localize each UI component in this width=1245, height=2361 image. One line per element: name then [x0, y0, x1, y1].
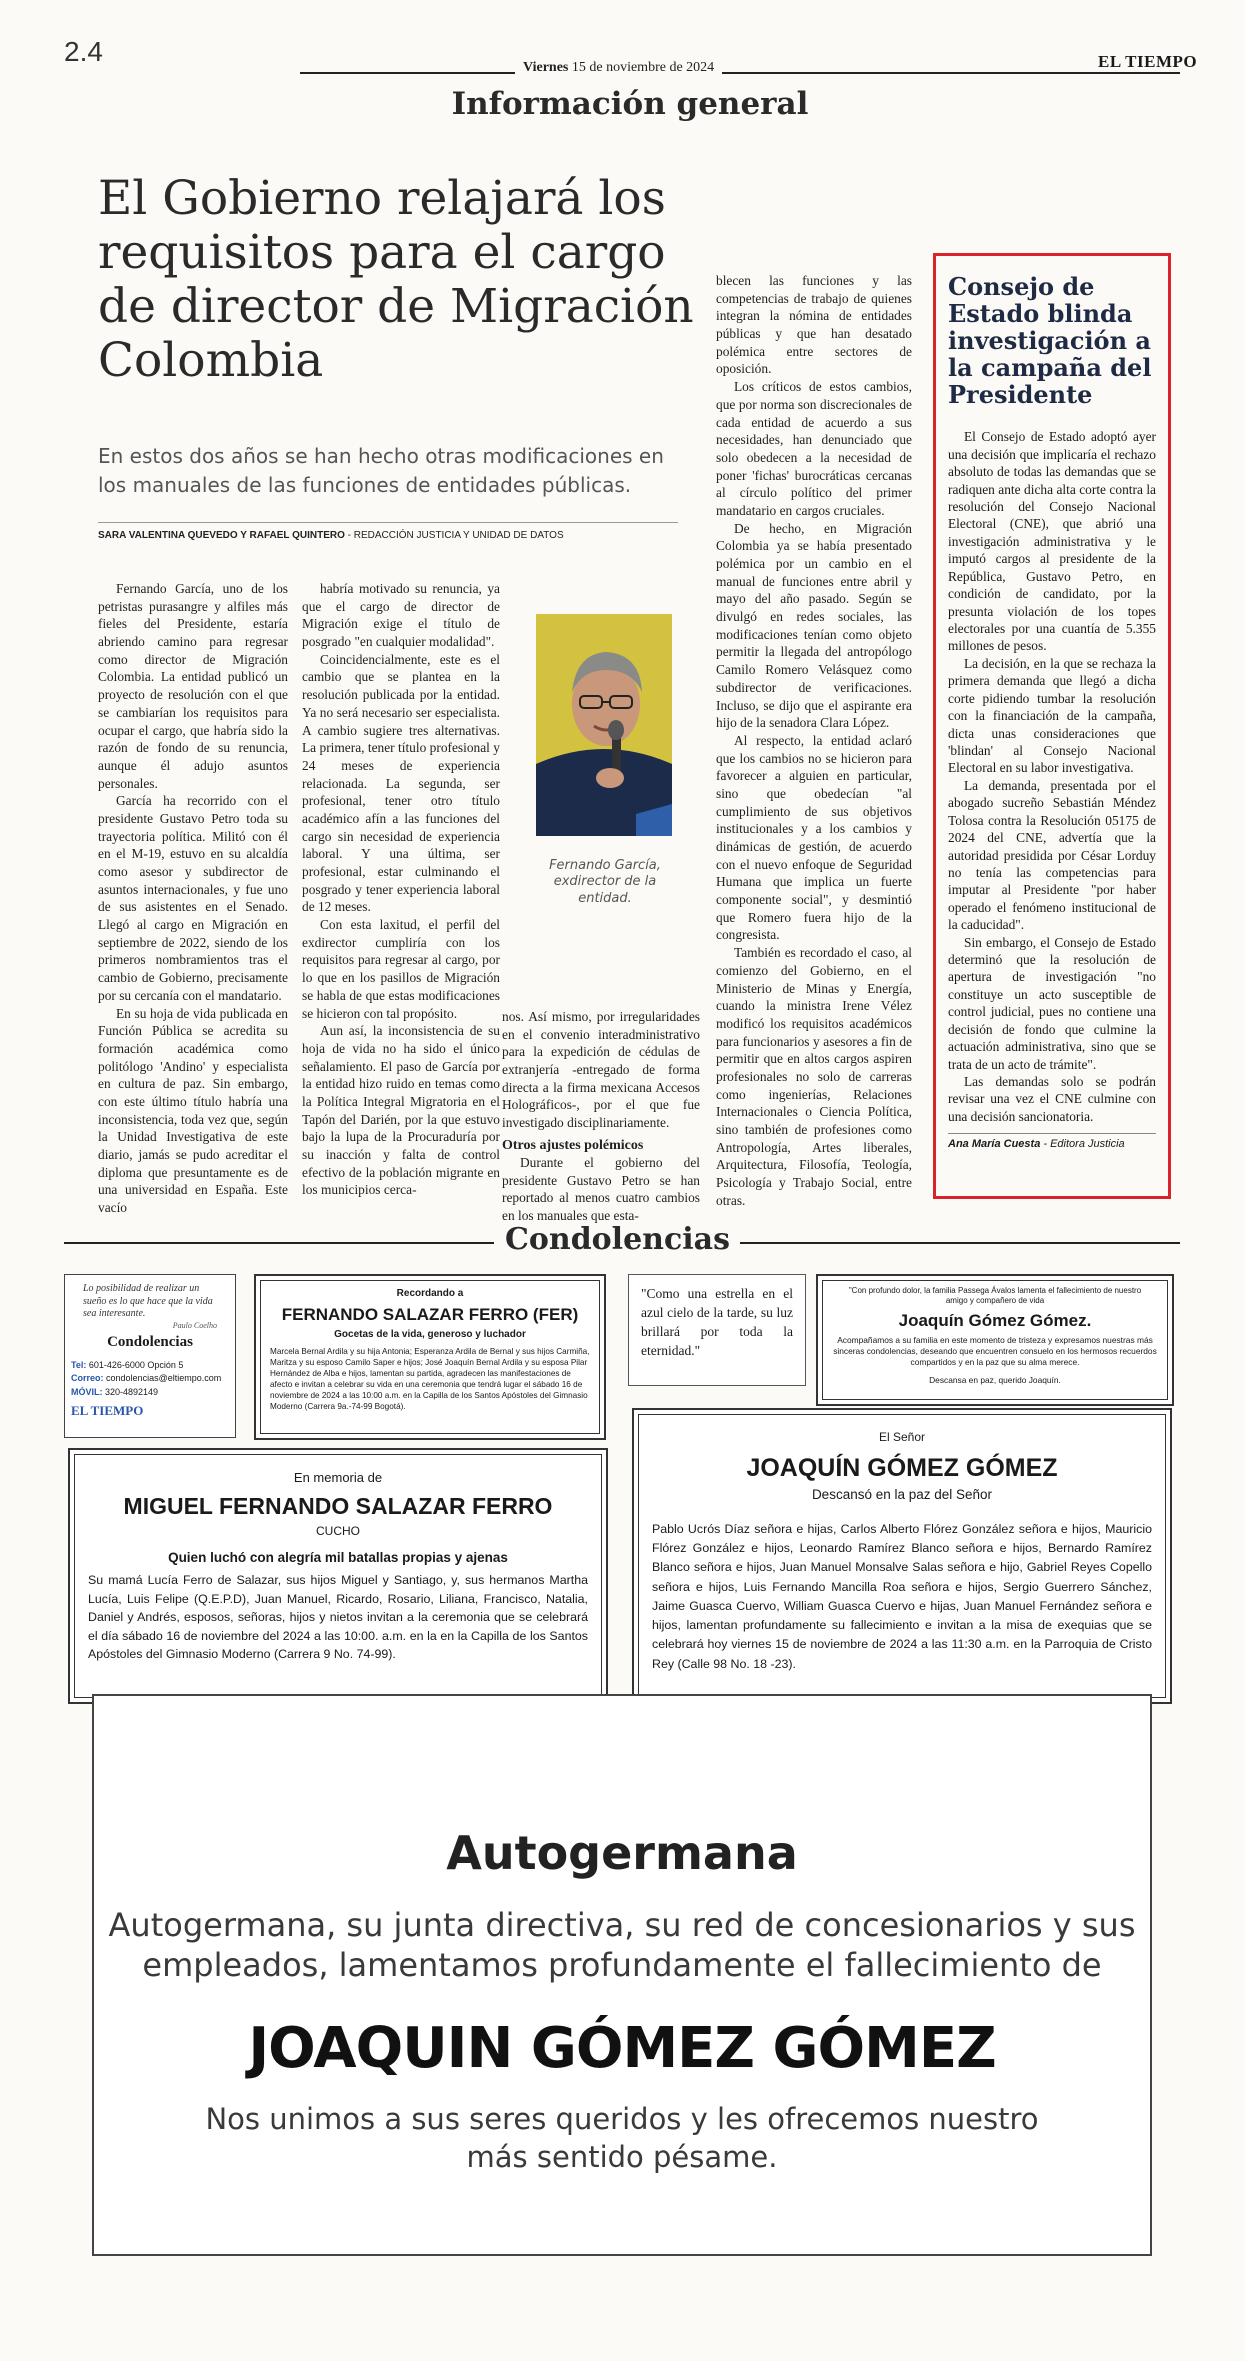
paragraph: De hecho, en Migración Colombia ya se había presentado polémica por un cambio en el manual de funciones entre abril y mayo del año pasado. Según se divulgó en redes sociales, las modificaciones tenían como objeto permitir la llegada del antropólogo Camilo Romero Velásquez como subdirector de verificaciones. Incluso, se dijo que el aspirante era hijo de la senadora Clara López. — [716, 520, 912, 731]
promo-title: Condolencias — [107, 1333, 193, 1350]
ad-line-2: empleados, lamentamos profundamente el fallecimiento de — [142, 1946, 1102, 1984]
sidebar-signature — [948, 1133, 1156, 1150]
subhead: Otros ajustes polémicos — [502, 1137, 644, 1153]
joaquin-small-body: Acompañamos a su familia en este momento de tristeza y expresamos nuestras más sinceras condolencias, deseando que encuentren consuelo en los hermosos recuerdos compartidos y en la paz que su alma merece. — [833, 1334, 1157, 1368]
joaquin-large-kicker: El Señor — [878, 1430, 926, 1444]
paragraph: En su hoja de vida publicada en Función Pública se acredita su formación académica como politólogo 'Andino' y especialista en cultura de paz. Sin embargo, con este último título habría una inconsistencia, toda vez que, según la Unidad Investigativa de este diario, jamás se pudo acreditar el diploma que presuntamente es de una universidad en España. Este vacío — [98, 1005, 288, 1216]
condolence-miguel — [68, 1448, 608, 1704]
sidebar-title: Consejo de Estado blinda investigación a la campaña del Presidente — [948, 272, 1152, 409]
paragraph: Durante el gobierno del presidente Gustavo Petro se han reportado al menos cuatro cambios en los manuales que esta- — [502, 1154, 700, 1223]
fer-content — [270, 1288, 590, 1412]
ad-deceased-name: JOAQUIN GÓMEZ GÓMEZ — [248, 2016, 996, 2081]
email-address: condolencias@eltiempo.com — [106, 1373, 222, 1383]
condolences-promo — [64, 1274, 236, 1438]
paragraph: La decisión, en la que se rechaza la primera demanda que llegó a dicha corte pidiendo tumbar la resolución con la financiación de la campaña, dicta unas consideraciones que 'blindan' al Consejo Nacional Electoral en su labor investigativa. — [948, 655, 1156, 776]
portrait-photo — [536, 614, 672, 836]
condolence-quote: "Como una estrella en el azul cielo de la tarde, su luz brillará por toda la eternidad." — [628, 1274, 806, 1386]
promo-quote: Lo posibilidad de realizar un sueño es lo que hace que la vida sea interesante. — [83, 1283, 213, 1319]
miguel-body: Su mamá Lucía Ferro de Salazar, sus hijos Miguel y Santiago, y, sus hermanos Martha Lucía, Luis Felipe (Q.E.P.D), Juan Manuel, Ricardo, Rosario, Liliana, Francisco, Natalia, Daniel y Andrés, esposos, señoras, hijos y nietos invitan a la ceremonia que se celebrará el día sábado 16 de noviembre del 2024 a las 10:00. a.m. en la en la Capilla de los Santos Apóstoles del Gimnasio Moderno (Carrera 9 No. 74-99). — [88, 1573, 588, 1662]
fer-name: FERNANDO SALAZAR FERRO (FER) — [281, 1305, 579, 1324]
joaquin-large-subtitle: Descansó en la paz del Señor — [811, 1487, 993, 1502]
joaquin-small-closing: Descansa en paz, querido Joaquín. — [929, 1374, 1061, 1385]
sidebar-box — [933, 253, 1171, 1199]
paragraph: Al respecto, la entidad aclaró que los cambios no se hicieron para favorecer a alguien en particular, sino que obedecían "al cumplimiento de sus objetivos institucionales y a los cambios y dinámicas de gestión, de acuerdo con el nuevo enfoque de Seguridad Humana que implica un fuerte componente social", y desmintió que Romero fuera hijo de la congresista. — [716, 732, 912, 943]
portrait-illustration — [536, 614, 672, 836]
article-column-2 — [302, 580, 500, 1199]
condolences-rule-right — [740, 1242, 1180, 1244]
condolence-joaquin-large — [632, 1408, 1172, 1704]
joaquin-small-content — [832, 1286, 1158, 1385]
sidebar-desk: - Editora Justicia — [1040, 1138, 1125, 1151]
joaquin-large-body: Pablo Ucrós Díaz señora e hijas, Carlos Alberto Flórez González señora e hijos, Mauricio Flórez González e hijos, Leonardo Ramírez Blanco señora e hijos, Bernardo Ramírez Blanco señora e hijos, Juan Manuel Monsalve Salas señora e hijo, Gabriel Reyes Copello señora e hijos, Luis Fernando Mancilla Roa señora e hijos, Sergio Guerrero Sánchez, Jaime Guasca Cuervo, William Guasca Cuervo e hijas, Juan Manuel Fernández señora e hijos, lamentan profundamente su fallecimiento e invitan a la misa de exequias que se celebrará hoy viernes 15 de noviembre de 2024 a las 11:30 a.m. en la Parroquia de Cristo Rey (Calle 98 No. 18 -23). — [652, 1522, 1152, 1671]
phone-label: Tel: — [71, 1359, 87, 1370]
edition-date — [515, 60, 722, 76]
paragraph: García ha recorrido con el presidente Gustavo Petro toda su trayectoria política. Militó con él en el M-19, estuvo en su alcaldía como asesor y subdirector de asuntos internacionales, y fue uno de sus asistentes en el Senado. Llegó al cargo en Migración en septiembre de 2022, siendo de los primeros nombramientos tras el cambio de Gobierno, precisamente por su cercanía con el mandatario. — [98, 793, 288, 1003]
article-column-4 — [716, 272, 912, 1209]
sidebar-author: Ana María Cuesta — [948, 1138, 1041, 1151]
article-deck: En estos dos años se han hecho otras modificaciones en los manuales de las funciones de entidades públicas. — [98, 444, 664, 497]
byline — [98, 530, 564, 541]
condolences-rule-left — [64, 1242, 494, 1244]
promo-mobile — [71, 1386, 229, 1400]
date-day: Viernes — [523, 60, 569, 75]
joaquin-small-name: Joaquín Gómez Gómez. — [898, 1310, 1092, 1330]
mobile-label: MÓVIL: — [71, 1386, 103, 1397]
miguel-kicker: En memoria de — [293, 1470, 383, 1485]
joaquin-small-intro: "Con profundo dolor, la familia Passega Ávalos lamenta el fallecimiento de nuestro amigo y compañero de vida — [848, 1286, 1142, 1306]
fer-body: Marcela Bernal Ardila y su hija Antonia; Esperanza Ardila de Bernal y sus hijos Carmiña, Maritza y su esposo Camilo Saper e hijos; José Joaquín Bernal Ardila y su esposa Pilar Hernández de Alba e hijos, lamentan su partida, agradecen las manifestaciones de afecto e invitan a celebrar su vida en una ceremonia que tendrá lugar el sábado 16 de noviembre de 2024 a las 10:00 a.m. en la Capilla de los Santos Apóstoles del Gimnasio Moderno (Carrera 9a.-74-99 Bogotá). — [270, 1347, 590, 1412]
phone-number: 601-426-6000 Opción 5 — [88, 1359, 184, 1370]
byline-names: SARA VALENTINA QUEVEDO Y RAFAEL QUINTERO — [98, 530, 345, 541]
autogermana-ad — [92, 1694, 1152, 2256]
paragraph: blecen las funciones y las competencias de trabajo de quienes integran la nómina de entidades públicas y que han desatado polémica entre sectores de oposición. — [716, 273, 912, 377]
section-title: Información general — [451, 86, 809, 122]
promo-quote-author: Paulo Coelho — [172, 1320, 217, 1330]
ad-line-4: más sentido pésame. — [466, 2140, 778, 2174]
condolence-fer — [254, 1274, 606, 1440]
paragraph: Sin embargo, el Consejo de Estado determinó que la resolución de apertura de investigación "no constituye un acto susceptible de control judicial, pues no contiene una decisión de fondo que culmine la actuación administrativa, sino que se trata de un acto de trámite". — [948, 934, 1156, 1072]
ad-line-3: Nos unimos a sus seres queridos y les ofrecemos nuestro — [205, 2102, 1039, 2136]
promo-email — [71, 1372, 229, 1386]
date-rest: 15 de noviembre de 2024 — [571, 60, 715, 75]
ad-line-1: Autogermana, su junta directiva, su red de concesionarios y sus — [108, 1906, 1136, 1944]
photo-caption: Fernando García, exdirector de la entidad. — [549, 858, 661, 906]
ad-brand: Autogermana — [446, 1826, 798, 1880]
masthead: EL TIEMPO — [1098, 52, 1198, 71]
promo-brand: EL TIEMPO — [71, 1403, 144, 1418]
paragraph: Fernando García, uno de los petristas purasangre y alfiles más fieles del Presidente, estaría abriendo camino para regresar como director de Migración Colombia. La entidad publicó un proyecto de resolución con el que se cambiarían los requisitos para ocupar el cargo, que habría sido la razón de fondo de su renuncia, aunque él adujo asuntos personales. — [98, 581, 288, 791]
fer-kicker: Recordando a — [396, 1288, 464, 1299]
paragraph: Coincidencialmente, este es el cambio que se plantea en la resolución publicada por la entidad. Ya no será necesario ser especialista. A cambio sugiere tres alternativas. La primera, tener título profesional y 24 meses de experiencia relacionada. La segunda, ser profesional, tener otro título académico afín a las funciones del cargo sin necesidad de experiencia laboral. Y una última, ser profesional, estar culminando el posgrado y tener experiencia laboral de 12 meses. — [302, 651, 500, 915]
byline-rule — [98, 522, 678, 523]
fer-subtitle: Gocetas de la vida, generoso y luchador — [334, 1329, 526, 1340]
paragraph: También es recordado el caso, al comienzo del Gobierno, en el Ministerio de Minas y Energía, cuando la ministra Irene Vélez modificó los requisitos académicos para funcionarios y asesores a fin de permitir que en altos cargos aspiren profesionales no solo de carreras como ingenierías, Relaciones Internacionales o Ciencia Política, sino también de profesiones como Antropología, Artes liberales, Arquitectura, Filosofía, Teología, Psicología y Trabajo Social, entre otras. — [716, 945, 912, 1208]
paragraph: La demanda, presentada por el abogado sucreño Sebastián Méndez Tolosa contra la Resolución 05175 de 2024 del CNE, advertía que la autoridad presidida por César Lorduy no tenía las competencias para imputar al Presidente "por haber operado el fenómeno institucional de la caducidad". — [948, 777, 1156, 933]
miguel-nickname: CUCHO — [316, 1524, 360, 1538]
paragraph: Aun así, la inconsistencia de su hoja de vida no ha sido el único señalamiento. El paso de García por la entidad hizo ruido en temas como la Política Integral Migratoria en el Tapón del Darién, por la que estuvo bajo la lupa de la Procuraduría por su inacción y falta de control efectivo de la población migrante en los municipios cerca- — [302, 1023, 500, 1198]
header-rule — [300, 72, 1180, 74]
miguel-name: MIGUEL FERNANDO SALAZAR FERRO — [123, 1493, 553, 1519]
paragraph: nos. Así mismo, por irregularidades en el convenio interadministrativo para la expedición de cédulas de extranjería -entregado de forma directa a la firma mexicana Accesos Holográficos-, por el que fue investigado disciplinariamente. — [502, 1009, 700, 1131]
promo-phone — [71, 1359, 229, 1373]
mobile-number: 320-4892149 — [105, 1386, 159, 1397]
paragraph: El Consejo de Estado adoptó ayer una decisión que implicaría el rechazo absoluto de todas las demandas que se radiquen ante dicha alta corte contra la resolución del Consejo Nacional Electoral (CNE), que abrió una investigación administrativa y le imputó cargos al presidente de la República, Gustavo Petro, en condición de candidato, por la presunta violación de los topes electorales por una cuantía de 5.355 millones de pesos. — [948, 429, 1156, 654]
condolence-joaquin-small — [816, 1274, 1174, 1406]
miguel-content — [88, 1470, 588, 1664]
paragraph: Las demandas solo se podrán revisar una vez el CNE culmine con una decisión sancionatoria. — [948, 1073, 1156, 1124]
paragraph: Los críticos de estos cambios, que por norma son discrecionales de cada entidad de acuerdo a sus necesidades, han denunciado que solo obedecen a la necesidad de poner 'fichas' burocráticas cercanas al círculo político del primer mandatario en cargos cruciales. — [716, 379, 912, 518]
sidebar-body — [948, 428, 1156, 1125]
joaquin-large-name: JOAQUÍN GÓMEZ GÓMEZ — [746, 1454, 1058, 1482]
email-label: Correo: — [71, 1373, 104, 1383]
article-column-1 — [98, 580, 288, 1217]
miguel-motto: Quien luchó con alegría mil batallas propias y ajenas — [168, 1550, 508, 1565]
paragraph: habría motivado su renuncia, ya que el cargo de director de Migración exige el título de posgrado "en cualquier modalidad". — [302, 581, 500, 650]
paragraph: Con esta laxitud, el perfil del exdirector cumpliría con los requisitos para regresar al cargo, por lo que en los pasillos de Migración se habla de que estas modificaciones se hicieron con tal propósito. — [302, 917, 500, 1021]
joaquin-large-content — [652, 1430, 1152, 1674]
article-column-3 — [502, 1008, 700, 1225]
page-number: 2.4 — [64, 36, 103, 67]
article-headline: El Gobierno relajará los requisitos para el cargo de director de Migración Colombia — [98, 171, 694, 389]
condolences-title: Condolencias — [505, 1222, 730, 1257]
promo-contacts — [71, 1359, 229, 1400]
byline-desk: - REDACCIÓN JUSTICIA Y UNIDAD DE DATOS — [344, 530, 564, 541]
